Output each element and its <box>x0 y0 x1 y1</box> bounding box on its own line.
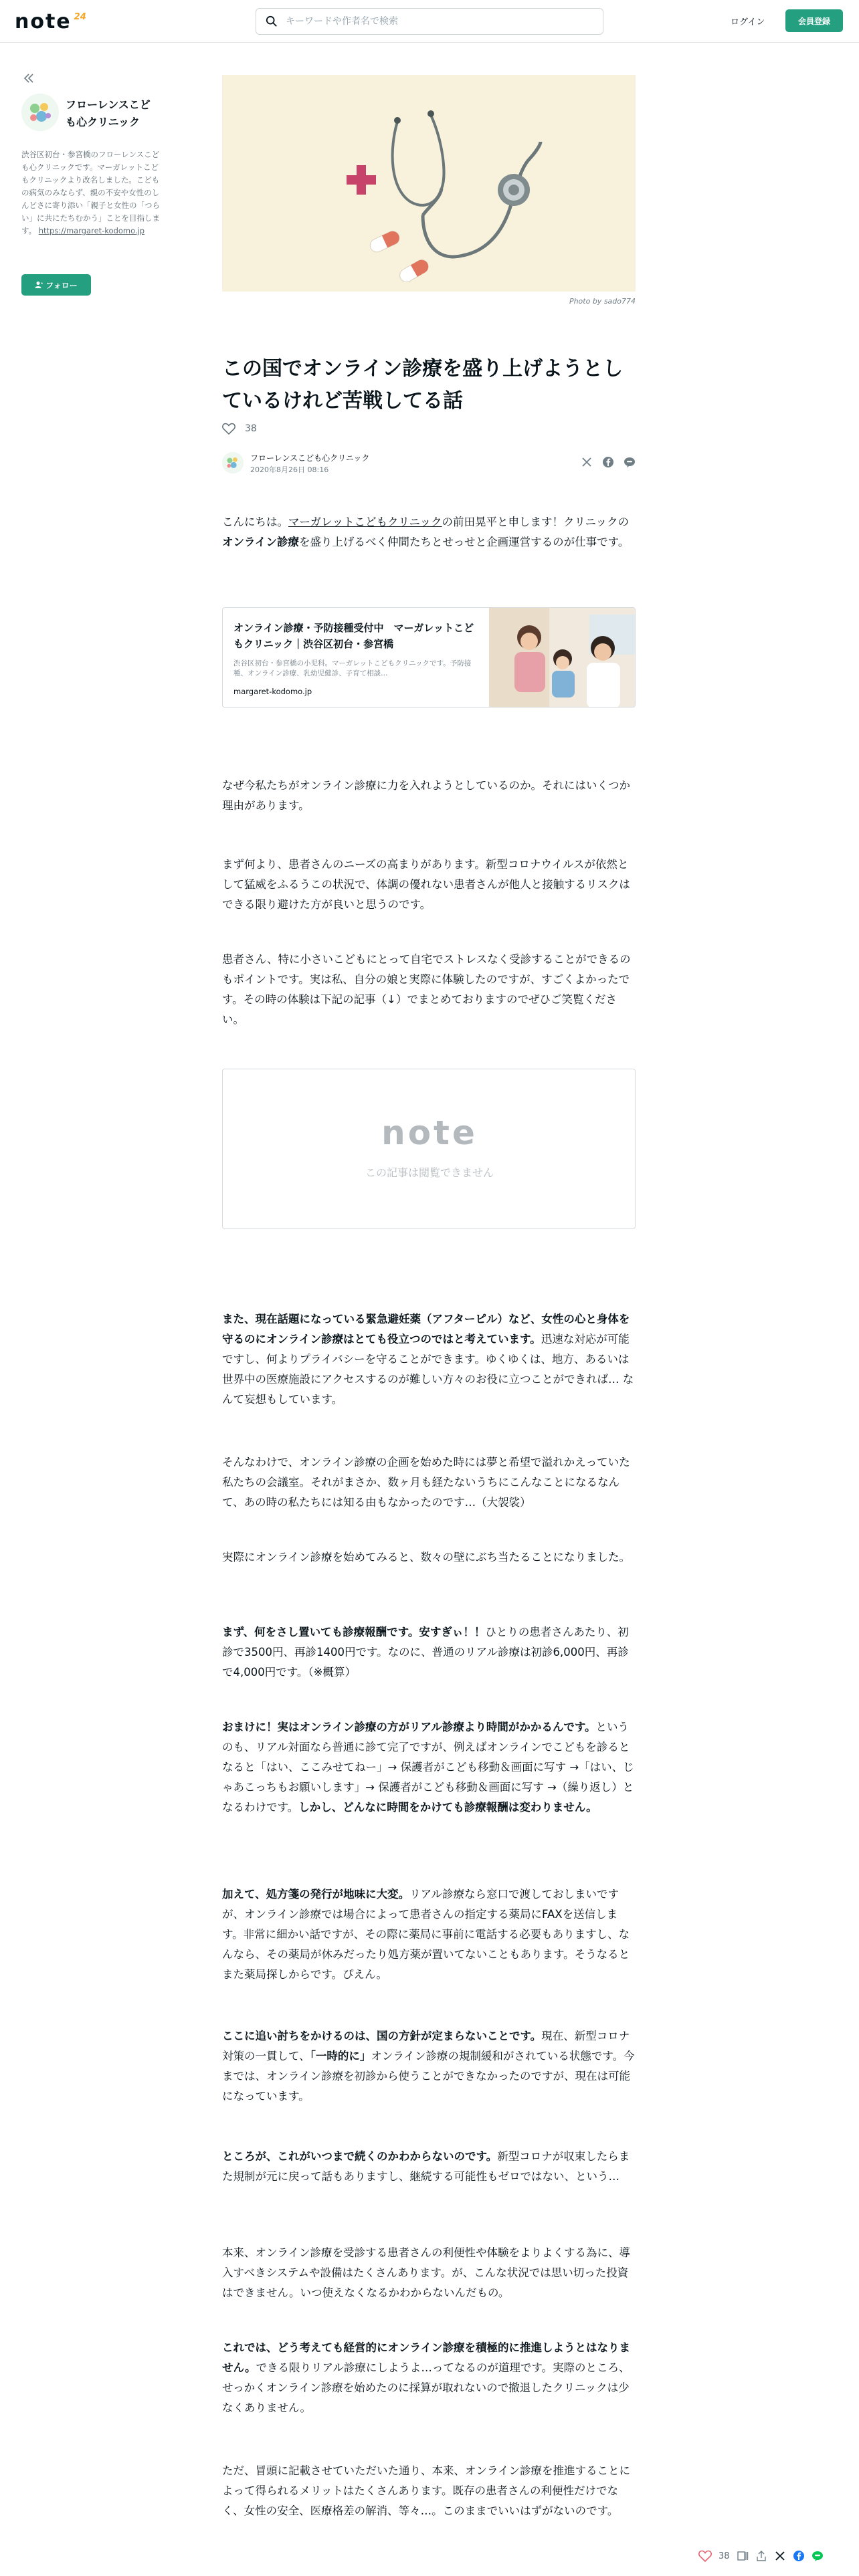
intro-post: を盛り上げるべく仲間たちとせっせと企画運営するのが仕事です。 <box>299 536 630 548</box>
paragraph-4 <box>222 1309 637 1410</box>
person-plus-icon <box>35 281 43 289</box>
follow-button[interactable] <box>21 274 91 296</box>
p4-rest: 迅速な対応が可能ですし、何よりプライバシーを守ることができます。ゆくゆくは、地方、あるいは世界中の医療施設にアクセスするのが難しい方々のお役に立つことができれば… なんて妄想もしています。 <box>222 1333 634 1406</box>
signup-button[interactable]: 会員登録 <box>785 9 843 32</box>
author-avatar[interactable] <box>222 452 244 473</box>
paragraph-7 <box>222 1622 637 1683</box>
line-share-icon[interactable] <box>812 2550 824 2562</box>
x-share-icon[interactable] <box>581 456 593 468</box>
logo-text: note <box>15 9 72 33</box>
floating-like-count[interactable]: 38 <box>719 2551 730 2561</box>
link-card-url: margaret-kodomo.jp <box>233 687 312 696</box>
link-card[interactable] <box>222 607 636 708</box>
paragraph-13 <box>222 2338 637 2418</box>
paragraph-5: そんなわけで、オンライン診療の企画を始めた時には夢と希望で溢れかえっていた私たちの会議室。それがまさか、数ヶ月も経たないうちにこんなことになるなんて、あの時の私たちには知る由もなかったのです…（大袈裟） <box>222 1456 630 1509</box>
p8-bold: おまけに！実はオンライン診療の方がリアル診療より時間がかかるんです。 <box>222 1721 596 1733</box>
link-card-image <box>489 608 636 708</box>
paragraph-3: 患者さん、特に小さいこどもにとって自宅でストレスなく受診することができるのもポイントです。実は私、自分の娘と実際に体験したのですが、すごくよかったです。その時の体験は下記の記事（↓）でまとめておりますのでぜひご笑覧ください。 <box>222 953 631 1026</box>
intro-pre: こんにちは。 <box>222 516 288 528</box>
article-title: この国でオンライン診療を盛り上げようとしているけれど苦戦してる話 <box>222 357 624 413</box>
intro-mid: の前田晃平と申します！クリニックの <box>442 516 630 528</box>
creator-avatar[interactable] <box>21 94 59 131</box>
heart-icon[interactable] <box>222 423 235 435</box>
paragraph-8 <box>222 1717 637 1818</box>
clinic-link[interactable]: マーガレットこどもクリニック <box>288 516 442 528</box>
like-row <box>222 423 257 435</box>
photo-credit[interactable]: Photo by sado774 <box>569 297 636 306</box>
search-box[interactable] <box>256 8 603 35</box>
intro-bold: オンライン診療 <box>222 536 300 548</box>
share-icon[interactable] <box>755 2550 767 2562</box>
floating-action-bar <box>698 2544 854 2568</box>
p7-bold: まず、何をさし置いても診療報酬です。安すぎぃ！！ <box>222 1626 486 1638</box>
p11-bold: ところが、これがいつまで続くのかわからないのです。 <box>222 2150 498 2163</box>
creator-description <box>21 148 163 237</box>
link-card-title: オンライン診療・予防接種受付中 マーガレットこどもクリニック｜渋谷区初台・参宮橋 <box>233 622 474 650</box>
link-card-description: 渋谷区初台・参宮橋の小児科。マーガレットこどもクリニックです。予防接種、オンライン診療、乳幼児健診、子育て相談… <box>233 659 472 677</box>
paragraph-12: 本来、オンライン診療を受診する患者さんの利便性や体験をよりよくする為に、導入すべきシステムや設備はたくさんあります。が、こんな状況では思い切った投資はできません。いつ使えなくなるかわからないんだもの。 <box>222 2246 631 2299</box>
paragraph-1: なぜ今私たちがオンライン診療に力を入れようとしているのか。それにはいくつか理由があります。 <box>222 779 631 812</box>
p10-bold-2: 「一時的に」 <box>310 2050 371 2062</box>
follow-label: フォロー <box>45 280 78 290</box>
doctor-child-photo <box>489 608 636 708</box>
logo-badge: 24 <box>74 11 86 22</box>
p9-rest: リアル診療なら窓口で渡しておしまいですが、オンライン診療では場合によって患者さんの指定する薬局にFAXを送信します。非常に細かい話ですが、その際に薬局に事前に電話する必要もありますし、なんなら、その薬局が休みだったり処方薬が置いてないこともあります。そうなるとまた薬局探しからです。ぴえん。 <box>222 1888 630 1981</box>
p8-rest: というのも、リアル対面なら普通に診て完了ですが、例えばオンラインでこどもを診るとなると「はい、ここみせてねー」→ 保護者がこども移動＆画面に写す →「はい、じゃあこっちもお願いします」→ 保護者がこども移動＆画面に写す →（繰り返し）となるわけです。 <box>222 1721 634 1814</box>
paragraph-9 <box>222 1885 637 1985</box>
paragraph-11 <box>222 2147 637 2187</box>
login-button[interactable]: ログイン <box>731 17 765 27</box>
line-share-icon[interactable] <box>624 456 636 468</box>
note-logo[interactable] <box>15 8 86 35</box>
creator-link[interactable]: https://margaret-kodomo.jp <box>38 226 145 235</box>
search-icon <box>266 15 278 27</box>
facebook-share-icon[interactable] <box>793 2550 805 2562</box>
author-name[interactable]: フローレンスこども心クリニック <box>250 453 370 463</box>
paragraph-6: 実際にオンライン診療を始めてみると、数々の壁にぶち当たることになりました。 <box>222 1551 631 1564</box>
embed-message: この記事は閲覧できません <box>365 1166 494 1179</box>
paragraph-2: まず何より、患者さんのニーズの高まりがあります。新型コロナウイルスが依然として猛威をふるうこの状況で、体調の優れない患者さんが他人と接触するリスクはできる限り避けた方が良いと思うのです。 <box>222 858 630 911</box>
publish-date: 2020年8月26日 08:16 <box>250 465 329 474</box>
p4-bold: また、現在話題になっている緊急避妊薬（アフターピル）など、女性の心と身体を守るのにオンライン診療はとても役立つのではと考えています。 <box>222 1313 630 1346</box>
search-input[interactable] <box>286 16 580 27</box>
embedded-article[interactable] <box>222 1069 636 1229</box>
facebook-share-icon[interactable] <box>602 456 614 468</box>
x-share-icon[interactable] <box>774 2550 786 2562</box>
embed-note-logo: note <box>381 1113 478 1152</box>
p7-rest: ひとりの患者さんあたり、初診で3500円、再診1400円です。なのに、普通のリアル診療は初診6,000円、再診で4,000円です。（※概算） <box>222 1626 629 1679</box>
creator-name[interactable]: フローレンスこども心クリニック <box>66 98 151 128</box>
heart-icon[interactable] <box>698 2550 712 2562</box>
paragraph-10 <box>222 2026 637 2107</box>
creator-description-text: 渋谷区初台・参宮橋のフローレンスこども心クリニックです。マーガレットこどもクリニックより改名しました。こどもの病気のみならず、親の不安や女性のしんどさに寄り添い「親子と女性の「つらい」に共にたちむかう」ことを目指します。 <box>21 150 160 235</box>
clinic-logo-icon <box>222 452 244 473</box>
p10-b: オンライン診療の規制緩和がされている状態です。今までは、オンライン診療を初診から使うことができなかったのですが、現在は可能になっています。 <box>222 2050 635 2103</box>
collapse-sidebar-icon[interactable] <box>21 71 36 86</box>
paragraph-14: ただ、冒頭に記載させていただいた通り、本来、オンライン診療を推進することによって得られるメリットはたくさんあります。既存の患者さんの利便性だけでなく、女性の安全、医療格差の解消、等々…。このままでいいはずがないのです。 <box>222 2464 631 2517</box>
share-icons <box>581 456 636 468</box>
p10-bold: ここに追い討ちをかけるのは、国の方針が定まらないことです。 <box>222 2030 542 2042</box>
p8-bold-2: しかし、どんなに時間をかけても診療報酬は変わりません。 <box>298 1801 597 1814</box>
clinic-logo-icon <box>21 94 59 131</box>
p10-a: 現在、新型コロナ対策の一貫して、 <box>222 2030 630 2062</box>
p13-bold: これでは、どう考えても経営的にオンライン診療を積極的に推進しようとはなりません。 <box>222 2341 631 2374</box>
p13-rest: できる限りリアル診療にしようよ…ってなるのが道理です。実際のところ、せっかくオンライン診療を始めたのに採算が取れないので撤退したクリニックは少なくありません。 <box>222 2361 630 2414</box>
p11-rest: 新型コロナが収束したらまた規制が元に戻って話もありますし、継続する可能性もゼロではない、という… <box>222 2150 630 2183</box>
stethoscope-illustration <box>222 75 636 292</box>
p9-bold: 加えて、処方箋の発行が地味に大変。 <box>222 1888 410 1901</box>
site-header <box>0 0 859 43</box>
magazine-add-icon[interactable] <box>737 2550 749 2562</box>
intro-paragraph <box>222 512 637 552</box>
hero-image <box>222 75 636 292</box>
like-count[interactable]: 38 <box>245 423 257 434</box>
author-row <box>222 452 636 476</box>
